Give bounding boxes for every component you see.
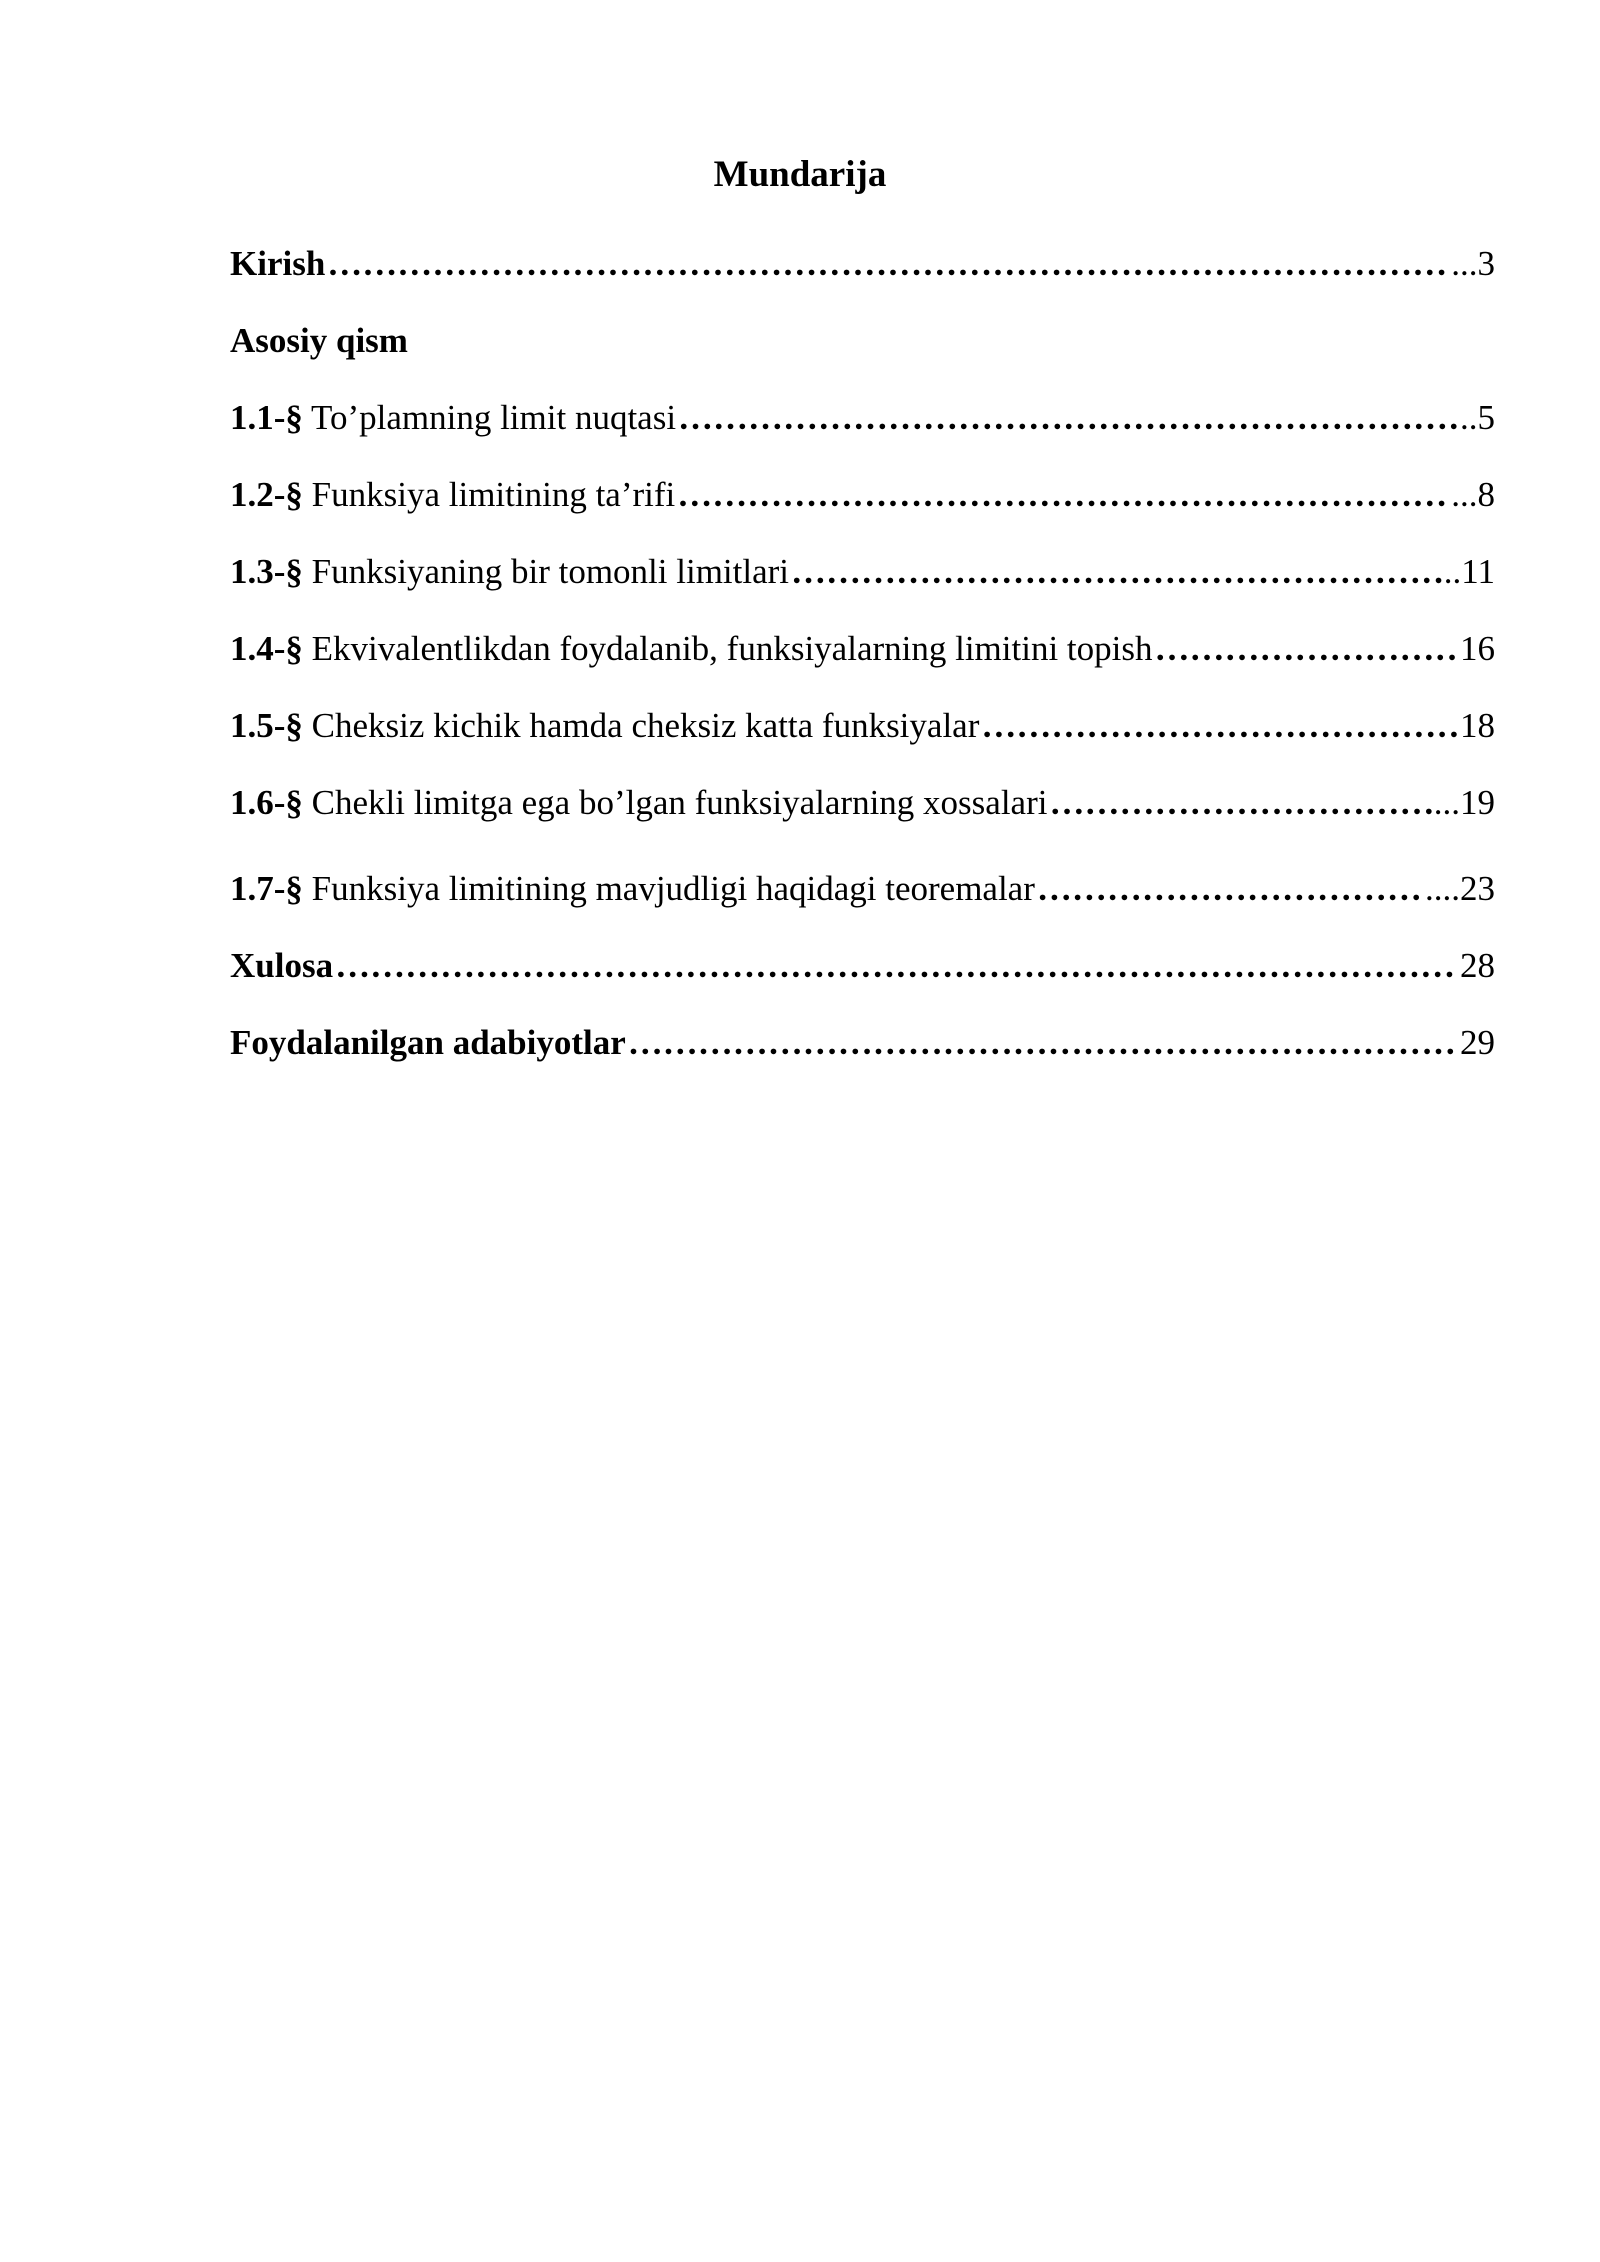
toc-entry-1-5[interactable] <box>230 687 1495 764</box>
toc-entry-label: To’plamning limit nuqtasi <box>302 397 677 437</box>
toc-entry-page: ...3 <box>1451 243 1495 283</box>
toc-entry-label: Xulosa <box>230 945 334 985</box>
toc-entry-1-1[interactable] <box>230 379 1495 456</box>
toc-leader-dots <box>327 244 1449 284</box>
toc-entry-label: Funksiya limitining mavjudligi haqidagi teoremalar <box>302 868 1035 908</box>
toc-leader-dots <box>791 552 1442 592</box>
toc-leader-dots <box>1037 869 1423 909</box>
toc-entry-number: 1.2-§ <box>230 474 303 514</box>
toc-entry-page: 29 <box>1460 1022 1495 1062</box>
toc-entry-page: 16 <box>1460 628 1495 668</box>
toc-entry-page: ...8 <box>1451 474 1495 514</box>
toc-entry-1-6[interactable] <box>230 764 1495 841</box>
toc-entry-page: ..11 <box>1443 551 1495 591</box>
toc-entry-1-7[interactable] <box>230 841 1495 927</box>
toc-entry-page: ....23 <box>1425 868 1495 908</box>
toc-entry-label: Foydalanilgan adabiyotlar <box>230 1022 626 1062</box>
toc-entry-number: 1.3-§ <box>230 551 303 591</box>
toc-entry-page: 18 <box>1460 705 1495 745</box>
toc-entry-label: Funksiya limitining ta’rifi <box>302 474 676 514</box>
toc-entry-1-3[interactable] <box>230 533 1495 610</box>
toc-entry-label: Chekli limitga ega bo’lgan funksiyalarning xossalari <box>302 782 1048 822</box>
toc-entry-label: Cheksiz kichik hamda cheksiz katta funksiyalar <box>302 705 980 745</box>
toc-entry-1-4[interactable] <box>230 610 1495 687</box>
toc-leader-dots <box>1155 629 1459 669</box>
toc-leader-dots <box>1049 783 1431 823</box>
toc-entry-number: 1.1-§ <box>230 397 303 437</box>
toc-entry-page: ..5 <box>1460 397 1495 437</box>
toc-entry-number: 1.5-§ <box>230 705 303 745</box>
toc-entry-page: ...19 <box>1433 782 1495 822</box>
toc-entry-number: 1.6-§ <box>230 782 303 822</box>
toc-leader-dots <box>335 946 1458 986</box>
toc-entry-number: 1.7-§ <box>230 868 303 908</box>
toc-entry-number: 1.4-§ <box>230 628 303 668</box>
toc-entry-xulosa[interactable] <box>230 927 1495 1004</box>
toc-entry-label: Ekvivalentlikdan foydalanib, funksiyalarning limitini topish <box>302 628 1153 668</box>
toc-entry-1-2[interactable] <box>230 456 1495 533</box>
toc-entry-label: Funksiyaning bir tomonli limitlari <box>302 551 790 591</box>
toc-leader-dots <box>678 398 1458 438</box>
toc-title: Mundarija <box>713 154 887 195</box>
toc-leader-dots <box>628 1023 1458 1063</box>
toc-leader-dots <box>677 475 1449 515</box>
table-of-contents <box>230 225 1495 1081</box>
toc-leader-dots <box>981 706 1458 746</box>
toc-entry-label: Kirish <box>230 243 326 283</box>
toc-entry-kirish[interactable] <box>230 225 1495 302</box>
toc-entry-foydalanilgan-adabiyotlar[interactable] <box>230 1004 1495 1081</box>
toc-entry-page: 28 <box>1460 945 1495 985</box>
toc-section-heading: Asosiy qism <box>230 320 408 360</box>
